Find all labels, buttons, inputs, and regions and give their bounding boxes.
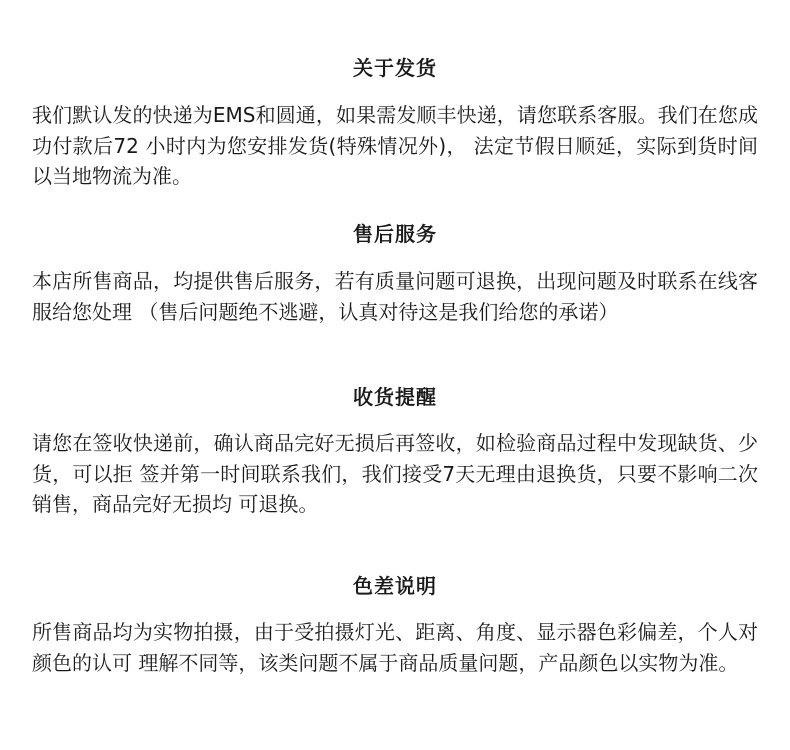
- section-heading-after-sales: 售后服务: [353, 222, 437, 246]
- section-body-color-difference: 所售商品均为实物拍摄，由于受拍摄灯光、距离、角度、显示器色彩偏差，个人对颜色的认可 理解不同等，该类问题不属于商品质量问题，产品颜色以实物为准。: [32, 620, 758, 675]
- section-body-after-sales: 本店所售商品，均提供售后服务，若有质量问题可退换，出现问题及时联系在线客服给您处理 （售后问题绝不逃避，认真对待这是我们给您的承诺）: [32, 269, 758, 324]
- section-color-difference: [32, 572, 758, 678]
- section-body-receipt-reminder: 请您在签收快递前，确认商品完好无损后再签收，如检验商品过程中发现缺货、少货，可以拒 签并第一时间联系我们，我们接受7天无理由退换货，只要不影响二次销售，商品完好无损均 可退换。: [32, 431, 758, 516]
- section-heading-color-difference: 色差说明: [353, 574, 437, 598]
- section-heading-receipt-reminder: 收货提醒: [353, 385, 437, 409]
- section-shipping: [32, 54, 758, 192]
- section-body-shipping: 我们默认发的快递为EMS和圆通，如果需发顺丰快递，请您联系客服。我们在您成功付款后72 小时内为您安排发货(特殊情况外)， 法定节假日顺延，实际到货时间以当地物流为准。: [32, 103, 758, 188]
- section-after-sales: [32, 220, 758, 327]
- section-receipt-reminder: [32, 383, 758, 520]
- section-heading-shipping: 关于发货: [353, 56, 437, 80]
